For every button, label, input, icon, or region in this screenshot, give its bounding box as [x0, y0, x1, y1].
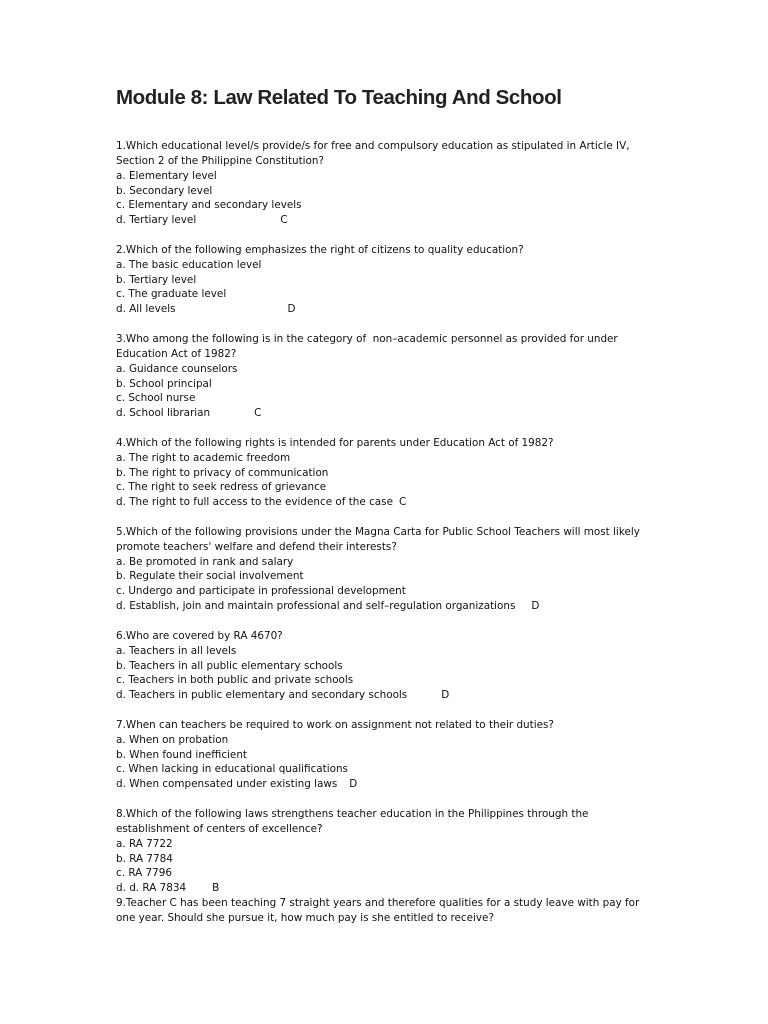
answer-key: C: [254, 407, 262, 420]
question-stem: 4.Which of the following rights is intended for parents under Education Act of 1982?: [116, 436, 554, 449]
option-c: c. Elementary and secondary levels: [116, 199, 302, 212]
option-b: b. RA 7784: [116, 852, 173, 865]
option-c: c. Teachers in both public and private schools: [116, 674, 354, 687]
question-stem: 6.Who are covered by RA 4670?: [116, 629, 283, 642]
option-c: c. School nurse: [116, 392, 196, 405]
option-d: d. When compensated under existing laws: [116, 778, 338, 791]
question-list: [116, 139, 656, 941]
question-9: [116, 896, 656, 926]
question-4: [116, 436, 656, 510]
answer-key: D: [441, 689, 450, 702]
question-stem: 7.When can teachers be required to work on assignment not related to their duties?: [116, 718, 554, 731]
option-d-row: [116, 599, 656, 614]
question-6: [116, 629, 656, 703]
option-d-row: [116, 777, 656, 792]
option-a: a. The right to academic freedom: [116, 451, 291, 464]
question-stem-continued: Education Act of 1982?: [116, 347, 237, 360]
option-d-row: [116, 213, 656, 228]
question-stem: 9.Teacher C has been teaching 7 straight years and therefore qualities for a study leave with pay for: [116, 897, 640, 910]
option-b: b. Secondary level: [116, 184, 213, 197]
option-b: b. School principal: [116, 377, 212, 390]
answer-key: C: [398, 496, 407, 509]
option-d: d. Establish, join and maintain professional and self–regulation organizations: [116, 600, 516, 613]
answer-key: C: [280, 214, 288, 227]
question-7: [116, 718, 656, 792]
question-stem-continued: one year. Should she pursue it, how much pay is she entitled to receive?: [116, 911, 494, 924]
option-b: b. Tertiary level: [116, 273, 197, 286]
answer-key: B: [212, 882, 220, 895]
option-a: a. Elementary level: [116, 169, 217, 182]
option-c: c. When lacking in educational qualifications: [116, 763, 348, 776]
option-d-row: [116, 881, 656, 896]
option-d-row: [116, 688, 656, 703]
answer-key: D: [287, 303, 296, 316]
option-d: d. Teachers in public elementary and secondary schools: [116, 689, 408, 702]
option-a: a. Teachers in all levels: [116, 644, 237, 657]
question-stem: 5.Which of the following provisions under the Magna Carta for Public School Teachers will most likely: [116, 525, 640, 538]
option-a: a. When on probation: [116, 733, 229, 746]
option-a: a. Guidance counselors: [116, 362, 238, 375]
option-b: b. Teachers in all public elementary schools: [116, 659, 343, 672]
option-d: d. The right to full access to the evidence of the case: [116, 496, 393, 509]
option-c: c. The graduate level: [116, 288, 227, 301]
option-d: d. Tertiary level: [116, 214, 197, 227]
question-2: [116, 243, 656, 317]
question-3: [116, 332, 656, 421]
option-d-row: [116, 302, 656, 317]
question-8: [116, 807, 656, 896]
question-stem: 3.Who among the following is in the category of non–academic personnel as provided for under: [116, 332, 618, 345]
option-d: d. d. RA 7834: [116, 882, 187, 895]
answer-key: D: [349, 778, 358, 791]
question-1: [116, 139, 656, 228]
option-d: d. All levels: [116, 303, 176, 316]
option-c: c. RA 7796: [116, 867, 172, 880]
option-b: b. The right to privacy of communication: [116, 466, 329, 479]
question-stem-continued: Section 2 of the Philippine Constitution?: [116, 154, 325, 167]
question-stem: 1.Which educational level/s provide/s for free and compulsory education as stipulated in Article IV,: [116, 140, 630, 152]
option-d-row: [116, 495, 656, 510]
option-a: a. Be promoted in rank and salary: [116, 555, 294, 568]
option-d-row: [116, 406, 656, 421]
option-d: d. School librarian: [116, 407, 211, 420]
page-title: Module 8: Law Related To Teaching And School: [116, 86, 562, 109]
option-a: a. RA 7722: [116, 837, 173, 850]
question-stem-continued: establishment of centers of excellence?: [116, 822, 323, 835]
option-c: c. Undergo and participate in professional development: [116, 585, 406, 598]
option-b: b. Regulate their social involvement: [116, 570, 304, 583]
option-c: c. The right to seek redress of grievance: [116, 481, 327, 494]
question-stem: 8.Which of the following laws strengthens teacher education in the Philippines through the: [116, 807, 589, 820]
question-5: [116, 525, 656, 614]
question-stem: 2.Which of the following emphasizes the right of citizens to quality education?: [116, 243, 524, 256]
question-stem-continued: promote teachers' welfare and defend their interests?: [116, 540, 397, 553]
option-a: a. The basic education level: [116, 258, 262, 271]
answer-key: D: [531, 600, 540, 613]
option-b: b. When found inefficient: [116, 748, 247, 761]
